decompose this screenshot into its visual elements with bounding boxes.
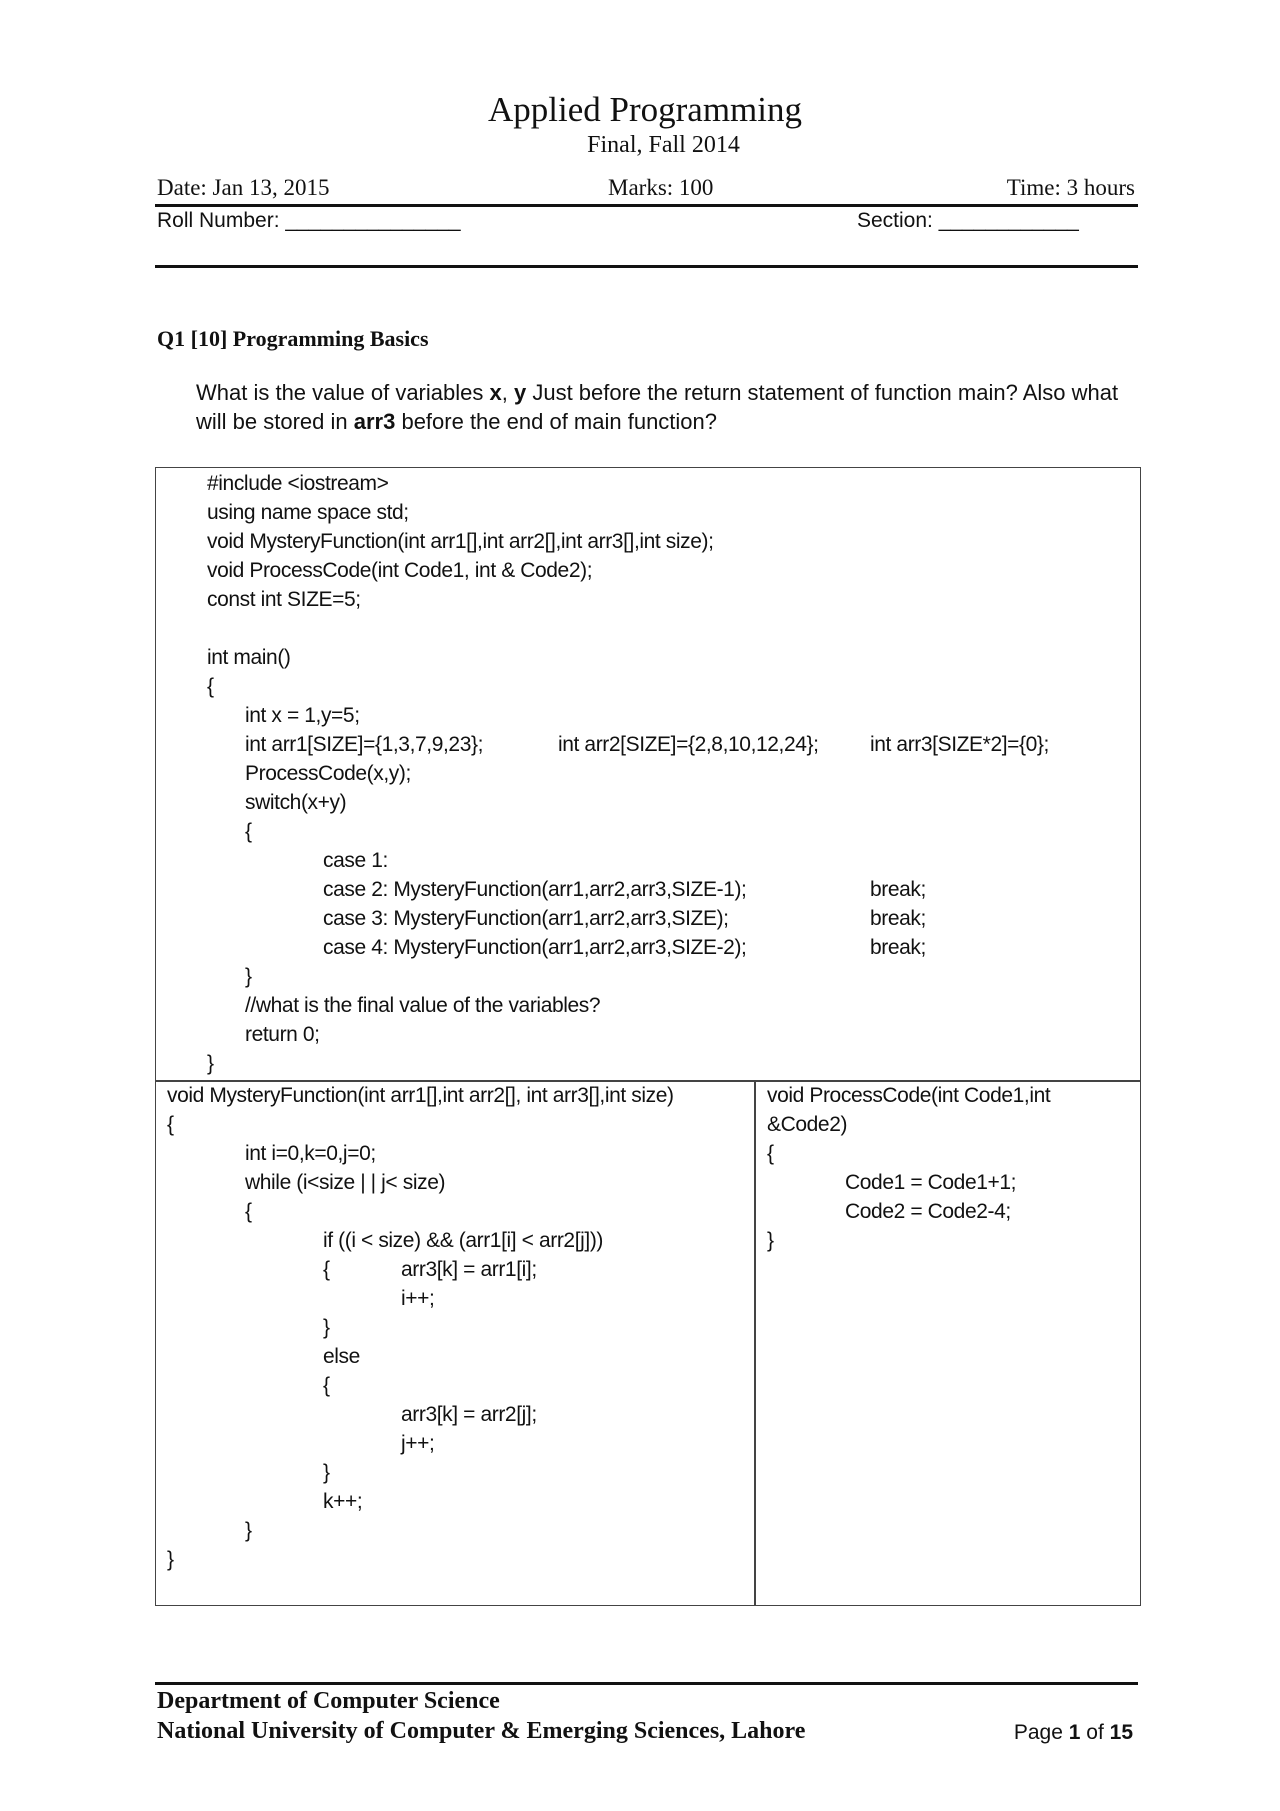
code-line: j++; [401, 1432, 435, 1455]
page-number [1014, 1721, 1133, 1745]
code-line: } [167, 1548, 174, 1571]
code-line: { [767, 1142, 774, 1165]
code-line: { [323, 1374, 330, 1397]
code-line: { [323, 1258, 330, 1281]
exam-date: Date: Jan 13, 2015 [157, 175, 330, 200]
code-line: arr3[k] = arr1[i]; [401, 1258, 537, 1281]
code-line: { [167, 1113, 174, 1136]
question-text-segment: Just before the return statement of function main? Also what [526, 380, 1119, 405]
code-line: k++; [323, 1490, 363, 1513]
exam-marks: Marks: 100 [608, 175, 714, 200]
section-field: Section: ____________ [857, 209, 1079, 232]
divider [155, 265, 1138, 268]
process-code-box [754, 1080, 1141, 1606]
code-line: case 1: [323, 849, 388, 872]
code-line: break; [870, 936, 926, 959]
code-line: else [323, 1345, 360, 1368]
question-text-segment: arr3 [353, 409, 396, 434]
code-line: Code2 = Code2-4; [845, 1200, 1011, 1223]
page-current: 1 [1068, 1721, 1081, 1744]
code-line: arr3[k] = arr2[j]; [401, 1403, 537, 1426]
code-line: ProcessCode(x,y); [245, 762, 411, 785]
code-line: Code1 = Code1+1; [845, 1171, 1017, 1194]
code-line: void ProcessCode(int Code1, int & Code2); [207, 559, 593, 582]
code-line: if ((i < size) && (arr1[i] < arr2[j])) [323, 1229, 604, 1252]
code-line: //what is the final value of the variables? [245, 994, 601, 1017]
code-line: break; [870, 878, 926, 901]
code-line: int arr1[SIZE]={1,3,7,9,23}; [245, 733, 484, 756]
footer-university: National University of Computer & Emerging Sciences, Lahore [157, 1718, 806, 1744]
exam-subtitle: Final, Fall 2014 [587, 132, 740, 158]
code-line: } [245, 1519, 252, 1542]
roll-number-field: Roll Number: _______________ [157, 209, 461, 232]
code-line: switch(x+y) [245, 791, 347, 814]
question-text-line [196, 409, 717, 435]
code-line: int arr3[SIZE*2]={0}; [870, 733, 1049, 756]
code-line: &Code2) [767, 1113, 848, 1136]
code-line: while (i<size | | j< size) [245, 1171, 446, 1194]
code-line: { [245, 820, 252, 843]
code-line: #include <iostream> [207, 472, 389, 495]
code-line: int x = 1,y=5; [245, 704, 360, 727]
page-total: 15 [1109, 1721, 1133, 1744]
code-line: void ProcessCode(int Code1,int [767, 1084, 1051, 1107]
code-line: int arr2[SIZE]={2,8,10,12,24}; [558, 733, 819, 756]
question-text-segment: , [501, 380, 514, 405]
code-line: } [767, 1229, 774, 1252]
question-text-line [196, 380, 1118, 406]
question-text-segment: x [489, 380, 502, 405]
code-line: case 4: MysteryFunction(arr1,arr2,arr3,SIZE-2); [323, 936, 747, 959]
code-line: } [245, 965, 252, 988]
exam-time: Time: 3 hours [1006, 175, 1135, 200]
code-line: } [207, 1052, 214, 1075]
code-line: } [323, 1316, 330, 1339]
code-line: i++; [401, 1287, 435, 1310]
footer-department: Department of Computer Science [157, 1688, 500, 1714]
code-line: case 3: MysteryFunction(arr1,arr2,arr3,SIZE); [323, 907, 729, 930]
question-text-segment: before the end of main function? [395, 409, 718, 434]
page-prefix: Page [1013, 1721, 1069, 1744]
question-text-segment: will be stored in [196, 409, 354, 434]
code-line: { [207, 675, 214, 698]
footer-divider [155, 1682, 1138, 1685]
code-line: break; [870, 907, 926, 930]
code-line: const int SIZE=5; [207, 588, 361, 611]
question-text-segment: What is the value of variables [196, 380, 490, 405]
code-line: void MysteryFunction(int arr1[],int arr2[], int arr3[],int size) [167, 1084, 674, 1107]
code-line: using name space std; [207, 501, 409, 524]
code-line: int i=0,k=0,j=0; [245, 1142, 376, 1165]
code-line: case 2: MysteryFunction(arr1,arr2,arr3,SIZE-1); [323, 878, 747, 901]
code-line: } [323, 1461, 330, 1484]
code-line: int main() [207, 646, 291, 669]
question-heading: Q1 [10] Programming Basics [157, 326, 429, 351]
code-line: return 0; [245, 1023, 320, 1046]
code-line: { [245, 1200, 252, 1223]
question-text-segment: y [513, 380, 527, 405]
divider [155, 204, 1138, 207]
page-of: of [1080, 1721, 1110, 1744]
code-line: void MysteryFunction(int arr1[],int arr2[],int arr3[],int size); [207, 530, 714, 553]
exam-title: Applied Programming [488, 90, 802, 129]
